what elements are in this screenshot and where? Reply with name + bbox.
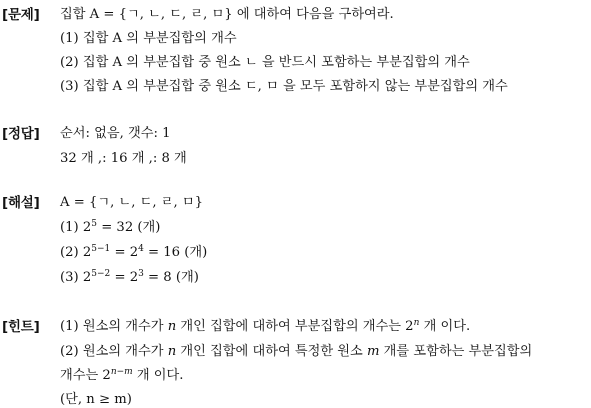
hint-line-4: (단, n ≥ m) xyxy=(60,392,132,407)
hint-line-1 xyxy=(60,315,470,334)
expl-2-prefix: (2) 2 xyxy=(60,245,92,260)
hint-line-3 xyxy=(60,364,183,383)
hint-tag: [힌트] xyxy=(2,319,40,335)
hint-3-b: 개 이다. xyxy=(132,368,184,383)
hint-3-exp: n−m xyxy=(110,367,133,377)
problem-line-4: (3) 집합 A 의 부분집합 중 원소 ㄷ, ㅁ 을 모두 포함하지 않는 부분집합의 개수 xyxy=(60,79,508,94)
hint-1-b: 개인 집합에 대하여 부분집합의 개수는 2 xyxy=(176,319,414,334)
problem-line-2: (1) 집합 A 의 부분집합의 개수 xyxy=(60,31,237,46)
answer-line-1: 순서: 없음, 갯수: 1 xyxy=(60,126,171,141)
answer-line-2: 32 개 ,: 16 개 ,: 8 개 xyxy=(60,151,187,166)
expl-3-exp1: 5−2 xyxy=(91,269,111,279)
explanation-set-line: A = {ㄱ, ㄴ, ㄷ, ㄹ, ㅁ} xyxy=(60,195,203,210)
problem-line-1: 집합 A = {ㄱ, ㄴ, ㄷ, ㄹ, ㅁ} 에 대하여 다음을 구하여라. xyxy=(60,7,394,22)
hint-2-c: 개를 포함하는 부분집합의 xyxy=(379,344,533,359)
expl-1-exp: 5 xyxy=(91,219,97,229)
hint-1-exp: n xyxy=(413,318,420,328)
hint-2-n: n xyxy=(167,344,177,359)
hint-1-a: (1) 원소의 개수가 xyxy=(60,319,168,334)
hint-line-2 xyxy=(60,340,532,359)
expl-2-suffix: = 16 (개) xyxy=(143,245,208,260)
expl-3-exp2: 3 xyxy=(138,269,144,279)
expl-3-mid: = 2 xyxy=(110,270,139,285)
expl-2-exp2: 4 xyxy=(138,244,144,254)
problem-tag: [문제] xyxy=(2,7,40,23)
hint-2-a: (2) 원소의 개수가 xyxy=(60,344,168,359)
expl-2-exp1: 5−1 xyxy=(91,244,111,254)
explanation-line-2 xyxy=(60,241,207,260)
explanation-line-3 xyxy=(60,266,199,285)
hint-3-a: 개수는 2 xyxy=(60,368,111,383)
expl-2-mid: = 2 xyxy=(110,245,139,260)
expl-1-prefix: (1) 2 xyxy=(60,220,92,235)
expl-3-suffix: = 8 (개) xyxy=(143,270,199,285)
expl-3-prefix: (3) 2 xyxy=(60,270,92,285)
hint-2-b: 개인 집합에 대하여 특정한 원소 xyxy=(176,344,367,359)
answer-tag: [정답] xyxy=(2,126,40,142)
hint-1-n: n xyxy=(167,319,177,334)
problem-line-3: (2) 집합 A 의 부분집합 중 원소 ㄴ 을 반드시 포함하는 부분집합의 개수 xyxy=(60,55,470,70)
expl-1-suffix: = 32 (개) xyxy=(97,220,161,235)
explanation-line-1 xyxy=(60,216,160,235)
hint-1-c: 개 이다. xyxy=(419,319,471,334)
explanation-tag: [해설] xyxy=(2,195,40,211)
hint-2-m: m xyxy=(366,344,380,359)
